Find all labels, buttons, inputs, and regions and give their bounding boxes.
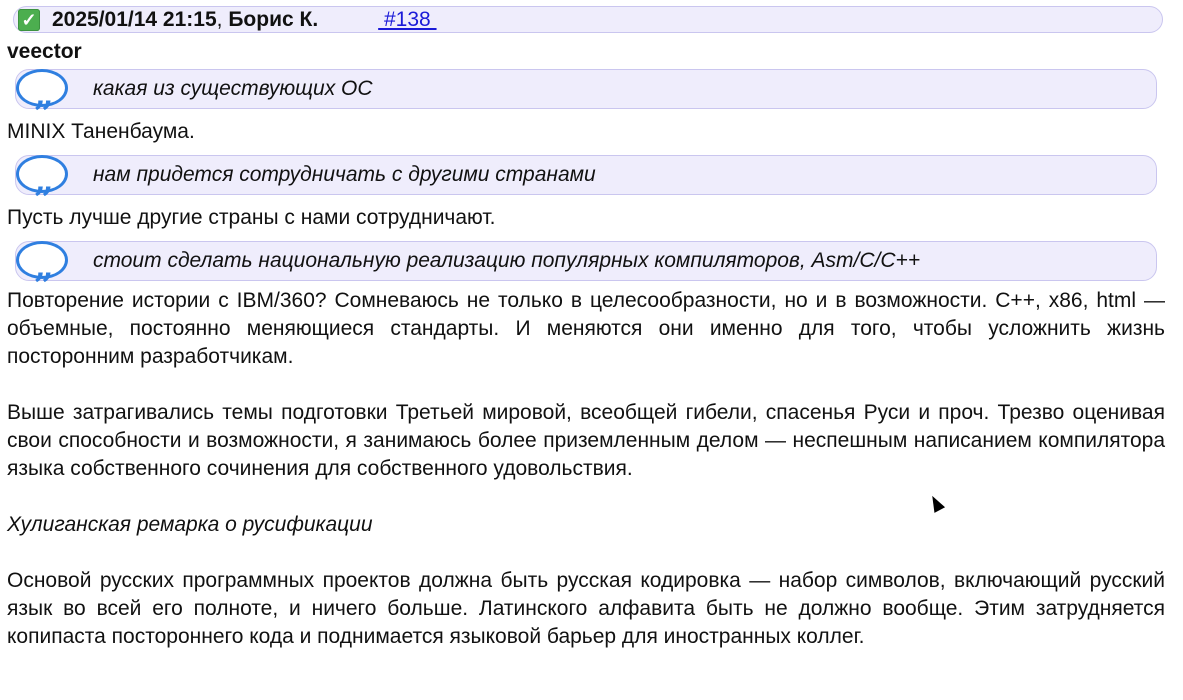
reply-text: Пусть лучше другие страны с нами сотрудничают. xyxy=(7,206,496,229)
body-paragraph: Выше затрагивались темы подготовки Третьей мировой, всеобщей гибели, спасенья Руси и проч. Трезво оценивая свои способности и возможности, я занимаюсь более приземленным делом — неспешным написанием компилятора языка собственного сочинения для собственного удовольствия. xyxy=(7,401,1165,480)
quote-text: какая из существующих ОС xyxy=(93,77,373,100)
quote-icon: „ xyxy=(16,241,68,279)
check-mark-icon: ✓ xyxy=(18,9,40,31)
post-permalink[interactable]: #138 xyxy=(378,7,437,31)
quote-block xyxy=(15,69,1157,115)
post-author: Борис К. xyxy=(228,7,319,31)
quote-text: нам придется сотрудничать с другими странами xyxy=(93,163,596,186)
body-paragraph: Повторение истории с IBM/360? Сомневаюсь не только в целесообразности, но и в возможности. C++, x86, html — объемные, постоянно меняющиеся стандарты. И меняются они именно для того, чтобы усложнить жизнь посторонним разработчикам. xyxy=(7,289,1165,368)
body-paragraph: Основой русских программных проектов должна быть русская кодировка — набор символов, включающий русский язык во всей его полноте, и ничего больше. Латинского алфавита быть не должно вообще. Этим затрудняется копипаста постороннего кода и поднимается языковой барьер для иностранных коллег. xyxy=(7,569,1165,648)
quote-icon: „ xyxy=(16,155,68,193)
quote-block xyxy=(15,155,1157,201)
header-separator: , xyxy=(216,7,229,31)
italic-heading: Хулиганская ремарка о русификации xyxy=(7,513,373,536)
post-nickname: veector xyxy=(7,40,82,63)
forum-post xyxy=(0,6,1183,651)
quote-block xyxy=(15,241,1157,287)
quote-icon: „ xyxy=(16,69,68,107)
post-date: 2025/01/14 21:15 xyxy=(52,7,217,31)
post-header xyxy=(13,6,1163,33)
quote-text: стоит сделать национальную реализацию популярных компиляторов, Asm/C/C++ xyxy=(93,249,921,272)
reply-text: MINIX Таненбаума. xyxy=(7,120,195,143)
